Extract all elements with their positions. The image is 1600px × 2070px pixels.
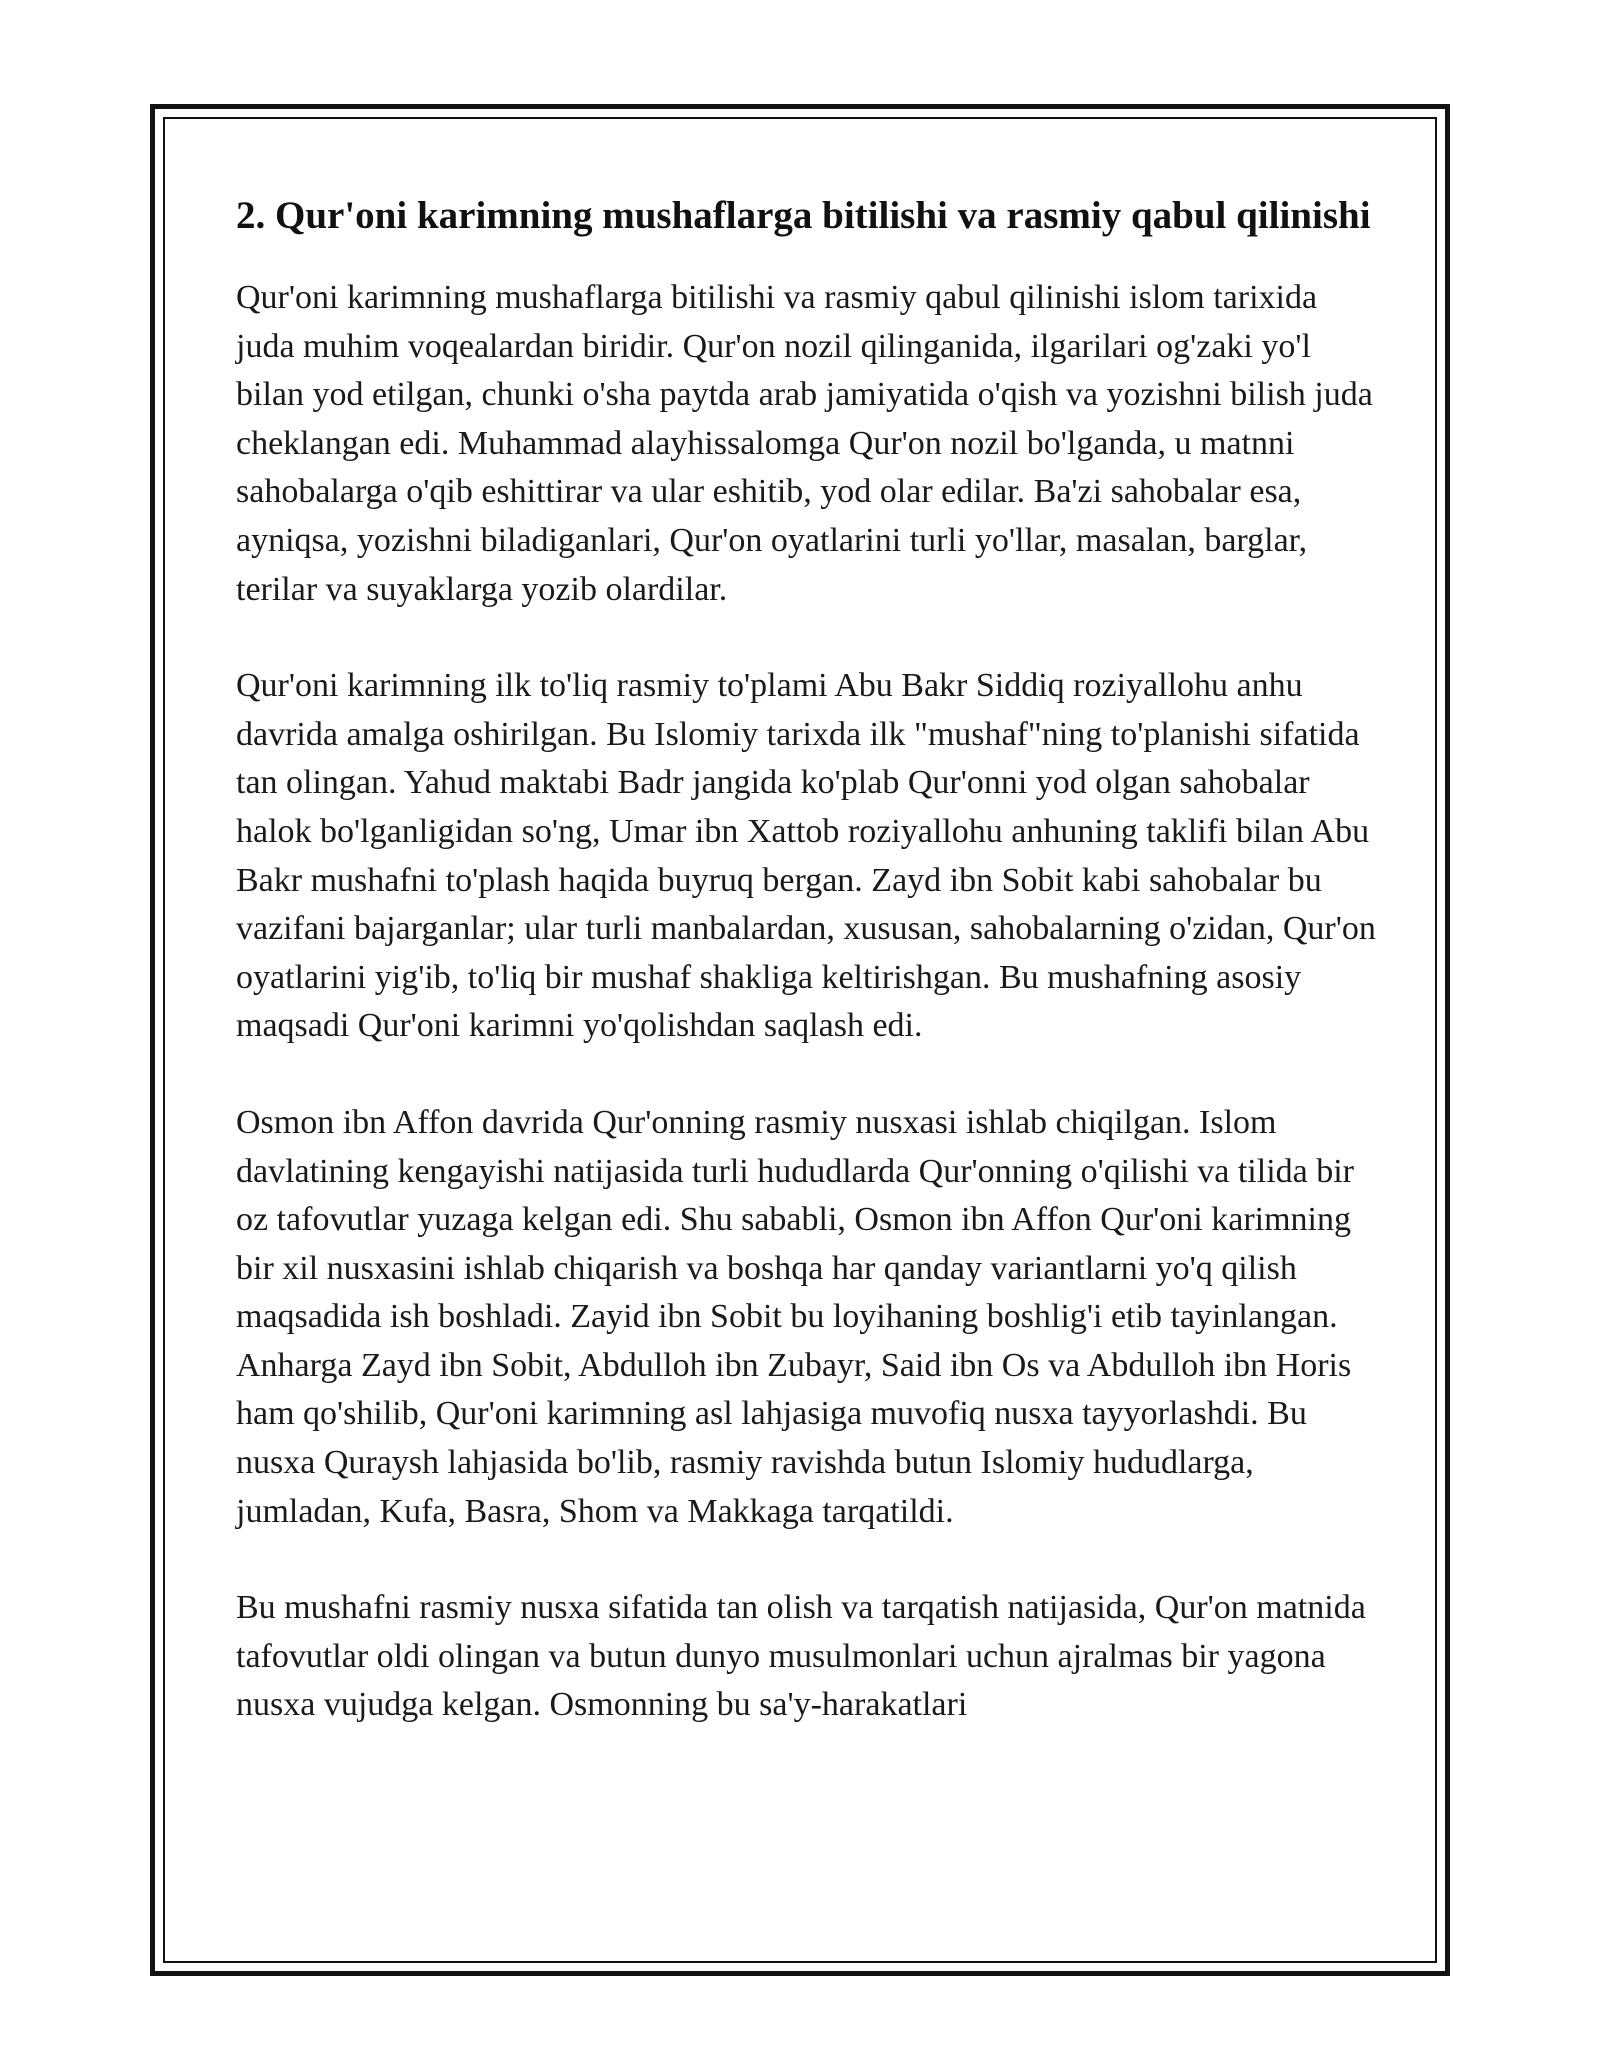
document-body [236, 188, 1376, 1778]
paragraph-1: Qur'oni karimning mushaflarga bitilishi va rasmiy qabul qilinishi islom tarixida juda muhim voqealardan biridir. Qur'on nozil qilinganida, ilgarilari og'zaki yo'l bilan yod etilgan, chunki o'sha paytda arab jamiyatida o'qish va yozishni bilish juda cheklangan edi. Muhammad alayhissalomga Qur'on nozil bo'lganda, u matnni sahobalarga o'qib eshittirar va ular eshitib, yod olar edilar. Ba'zi sahobalar esa, ayniqsa, yozishni biladiganlari, Qur'on oyatlarini turli yo'llar, masalan, barglar, terilar va suyaklarga yozib olardilar. [236, 279, 1373, 608]
paragraph-4: Bu mushafni rasmiy nusxa sifatida tan olish va tarqatish natijasida, Qur'on matnida tafovutlar oldi olingan va butun dunyo musulmonlari uchun ajralmas bir yagona nusxa vujudga kelgan. Osmonning bu sa'y-harakatlari [236, 1589, 1366, 1724]
section-title: 2. Qur'oni karimning mushaflarga bitilishi va rasmiy qabul qilinishi [236, 194, 1371, 237]
paragraph-2: Qur'oni karimning ilk to'liq rasmiy to'plami Abu Bakr Siddiq roziyallohu anhu davrida amalga oshirilgan. Bu Islomiy tarixda ilk "mushaf"ning to'planishi sifatida tan olingan. Yahud maktabi Badr jangida ko'plab Qur'onni yod olgan sahobalar halok bo'lganligidan so'ng, Umar ibn Xattob roziyallohu anhuning taklifi bilan Abu Bakr mushafni to'plash haqida buyruq bergan. Zayd ibn Sobit kabi sahobalar bu vazifani bajarganlar; ular turli manbalardan, xususan, sahobalarning o'zidan, Qur'on oyatlarini yig'ib, to'liq bir mushaf shakliga keltirishgan. Bu mushafning asosiy maqsadi Qur'oni karimni yo'qolishdan saqlash edi. [236, 667, 1376, 1045]
paragraph-3: Osmon ibn Affon davrida Qur'onning rasmiy nusxasi ishlab chiqilgan. Islom davlatining kengayishi natijasida turli hududlarda Qur'onning o'qilishi va tilida bir oz tafovutlar yuzaga kelgan edi. Shu sababli, Osmon ibn Affon Qur'oni karimning bir xil nusxasini ishlab chiqarish va boshqa har qanday variantlarni yo'q qilish maqsadida ish boshladi. Zayid ibn Sobit bu loyihaning boshlig'i etib tayinlangan. Anharga Zayd ibn Sobit, Abdulloh ibn Zubayr, Said ibn Os va Abdulloh ibn Horis ham qo'shilib, Qur'oni karimning asl lahjasiga muvofiq nusxa tayyorlashdi. Bu nusxa Quraysh lahjasida bo'lib, rasmiy ravishda butun Islomiy hududlarga, jumladan, Kufa, Basra, Shom va Makkaga tarqatildi. [236, 1103, 1354, 1530]
